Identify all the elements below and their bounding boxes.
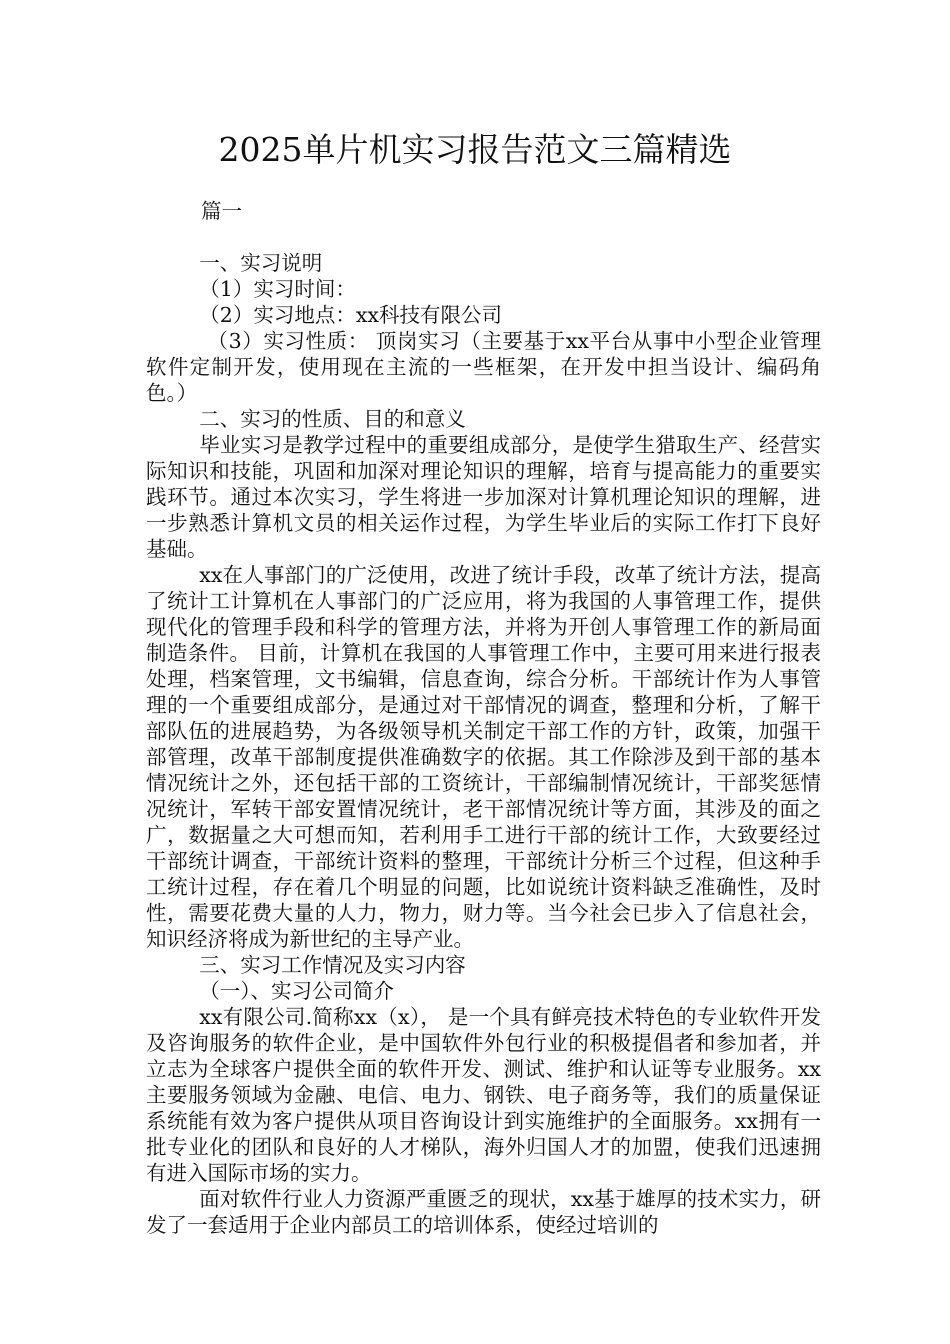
- paragraph-gongsi-jieshao: xx有限公司.简称xx（x）， 是一个具有鲜亮技术特色的专业软件开发及咨询服务的软件企业，是中国软件外包行业的积极提倡者和参加者，并立志为全球客户提供全面的软件开发、测试、维护和认证等专业服务。xx主要服务领域为金融、电信、电力、钢铁、电子商务等，我们的质量保证系统能有效为客户提供从项目咨询设计到实施维护的全面服务。xx拥有一批专业化的团队和良好的人才梯队，海外归国人才的加盟，使我们迅速拥有进入国际市场的实力。: [146, 1005, 821, 1185]
- heading-shixi-shuoming: 一、实习说明: [199, 251, 323, 275]
- item-shixi-xingzhi: （3）实习性质： 顶岗实习（主要基于xx平台从事中小型企业管理软件定制开发，使用现在主流的一些框架，在开发中担当设计、编码角色。）: [146, 329, 821, 405]
- heading-gongzuo-qingkuang: 三、实习工作情况及实习内容: [199, 953, 466, 977]
- document-title: 2025单片机实习报告范文三篇精选: [218, 130, 732, 169]
- paragraph-renshi-bumen: xx在人事部门的广泛使用，改进了统计手段，改革了统计方法，提高了统计工计算机在人事部门的广泛应用，将为我国的人事管理工作，提供现代化的管理手段和科学的管理方法，并将为开创人事管理工作的新局面制造条件。 目前，计算机在我国的人事管理工作中，主要可用来进行报表处理，档案管理，文书编辑，信息查询，综合分析。干部统计作为人事管理的一个重要组成部分，是通过对干部情况的调查，整理和分析，了解干部队伍的进展趋势，为各级领导机关制定干部工作的方针，政策，加强干部管理，改革干部制度提供准确数字的依据。其工作除涉及到干部的基本情况统计之外，还包括干部的工资统计，干部编制情况统计，干部奖惩情况统计，军转干部安置情况统计，老干部情况统计等方面，其涉及的面之广，数据量之大可想而知，若利用手工进行干部的统计工作，大致要经过干部统计调查，干部统计资料的整理，干部统计分析三个过程，但这种手工统计过程，存在着几个明显的问题，比如说统计资料缺乏准确性，及时性，需要花费大量的人力，物力，财力等。当今社会已步入了信息社会，知识经济将成为新世纪的主导产业。: [146, 563, 821, 951]
- item-shixi-shijian: （1）实习时间：: [199, 277, 356, 301]
- item-shixi-didian: （2）实习地点：xx科技有限公司: [199, 303, 502, 327]
- heading-gongsi-jianjie: （一）、实习公司简介: [199, 979, 395, 1003]
- spacer: [146, 224, 821, 250]
- paragraph-rencai-peixun: 面对软件行业人力资源严重匮乏的现状，xx基于雄厚的技术实力，研发了一套适用于企业内部员工的培训体系，使经过培训的: [146, 1187, 821, 1237]
- section-label: 篇一: [201, 199, 242, 223]
- paragraph-biye-shixi: 毕业实习是教学过程中的重要组成部分，是使学生猎取生产、经营实际知识和技能，巩固和加深对理论知识的理解，培育与提高能力的重要实践环节。通过本次实习，学生将进一步加深对计算机理论知识的理解，进一步熟悉计算机文员的相关运作过程，为学生毕业后的实际工作打下良好基础。: [146, 433, 821, 561]
- document-body: [146, 198, 821, 1238]
- heading-xingzhi-mudi: 二、实习的性质、目的和意义: [199, 407, 466, 431]
